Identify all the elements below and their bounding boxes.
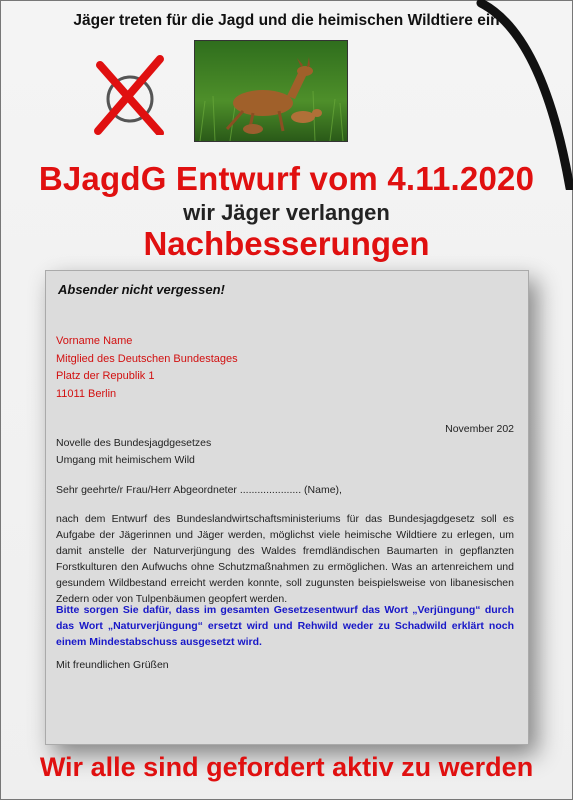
letter-template bbox=[45, 270, 529, 745]
letter-body: nach dem Entwurf des Bundeslandwirtschaftsministeriums für das Bundesjagdgesetz soll es Aufgabe der Jägerinnen und Jäger werden, möglichst viele heimische Wildtiere zu erlegen, um damit anstelle der Naturverjüngung des Waldes fremdländischen Baumarten in gepflanzten Forstkulturen den Aufwuchs ohne Schutzmaßnahmen zu ermöglichen. Was an artenreichem und gesundem Wildbestand erreicht werden konnte, soll zugunsten beispielsweise von libanesischen Zedern oder von Tulpenbäumen geopfert werden. bbox=[56, 513, 514, 605]
title-draft: BJagdG Entwurf vom 4.11.2020 bbox=[38, 160, 535, 197]
sender-note: Absender nicht vergessen! bbox=[58, 282, 225, 297]
letter-date: November 202 bbox=[445, 423, 514, 435]
title-demand: wir Jäger verlangen bbox=[183, 200, 390, 225]
title-improvements: Nachbesserungen bbox=[143, 225, 430, 262]
address-title: Mitglied des Deutschen Bundestages bbox=[56, 352, 238, 365]
subject-line-2: Umgang mit heimischem Wild bbox=[56, 454, 195, 466]
letter-subject bbox=[56, 435, 211, 469]
subject-line-1: Novelle des Bundesjagdgesetzes bbox=[56, 437, 212, 449]
address-city: 11011 Berlin bbox=[56, 387, 117, 400]
address-street: Platz der Republik 1 bbox=[56, 370, 155, 382]
recipient-address bbox=[56, 333, 238, 403]
letter-request: Bitte sorgen Sie dafür, dass im gesamten Gesetzesentwurf das Wort „Verjüngung“ durch das Wort „Naturverjüngung“ ersetzt wird und Rehwild weder zu Schadwild erklärt noch einem Mindestabschuss ausgesetzt wird. bbox=[56, 604, 514, 648]
footer-call-to-action: Wir alle sind gefordert aktiv zu werden bbox=[39, 752, 534, 782]
deer-photo bbox=[194, 40, 348, 142]
header-text: Jäger treten für die Jagd und die heimischen Wildtiere ein bbox=[73, 12, 500, 29]
letter-closing: Mit freundlichen Grüßen bbox=[56, 659, 169, 671]
letter-greeting: Sehr geehrte/r Frau/Herr Abgeordneter ..................... (Name), bbox=[56, 484, 342, 496]
address-name: Vorname Name bbox=[56, 335, 133, 347]
crossed-out-ballot-icon bbox=[90, 55, 170, 135]
